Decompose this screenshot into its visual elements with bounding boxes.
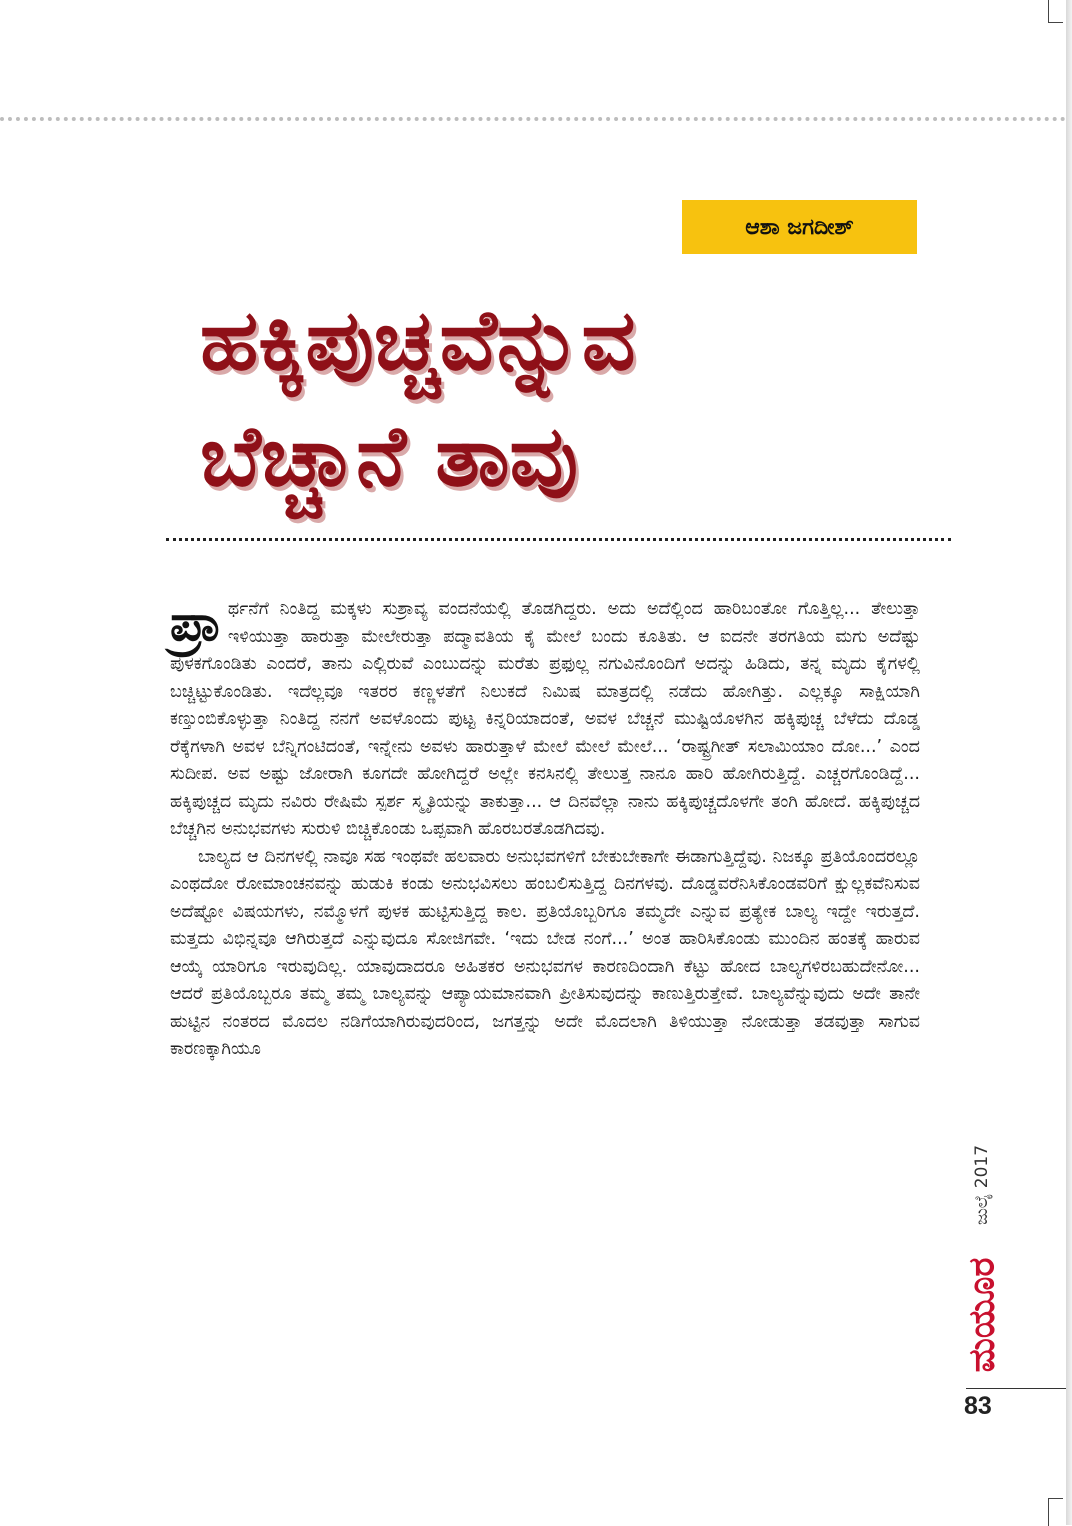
- issue-date: [962, 1130, 1002, 1240]
- title-line-2: ಬೆಚ್ಚಾನೆ ತಾವು: [200, 407, 579, 505]
- title-line-1: ಹಕ್ಕಿಪುಚ್ಚವೆನ್ನುವ: [200, 291, 636, 389]
- article-title: [200, 282, 940, 514]
- author-byline: ಆಶಾ ಜಗದೀಶ್: [682, 200, 917, 254]
- masthead-text: ಮಯೂರ: [961, 1257, 1002, 1373]
- crop-mark-top: [1048, 0, 1063, 23]
- magazine-masthead: [952, 1250, 1012, 1380]
- issue-date-text: ಜುಲೈ 2017: [972, 1144, 992, 1226]
- paragraph-1: [170, 596, 920, 844]
- page-edge: [1066, 0, 1072, 1525]
- crop-mark-bottom: [1048, 1498, 1063, 1526]
- drop-cap: ಪ್ರಾ: [170, 594, 222, 652]
- page-number-rule: [966, 1388, 1066, 1389]
- title-divider: [166, 538, 951, 541]
- paragraph-1-text: ರ್ಥನೆಗೆ ನಿಂತಿದ್ದ ಮಕ್ಕಳು ಸುಶ್ರಾವ್ಯ ವಂದನೆಯಲ್ಲಿ ತೊಡಗಿದ್ದರು. ಅದು ಅದೆಲ್ಲಿಂದ ಹಾರಿಬಂತೋ ಗೊತ್ತಿಲ್ಲ... ತೇಲುತ್ತಾ ಇಳಿಯುತ್ತಾ ಹಾರುತ್ತಾ ಮೇಲೇರುತ್ತಾ ಪದ್ಮಾವತಿಯ ಕೈ ಮೇಲೆ ಬಂದು ಕೂತಿತು. ಆ ಐದನೇ ತರಗತಿಯ ಮಗು ಅದೆಷ್ಟು ಪುಳಕಗೊಂಡಿತು ಎಂದರೆ, ತಾನು ಎಲ್ಲಿರುವೆ ಎಂಬುದನ್ನು ಮರೆತು ಪ್ರಫುಲ್ಲ ನಗುವಿನೊಂದಿಗೆ ಅದನ್ನು ಹಿಡಿದು, ತನ್ನ ಮೃದು ಕೈಗಳಲ್ಲಿ ಬಚ್ಚಿಟ್ಟುಕೊಂಡಿತು. ಇದೆಲ್ಲವೂ ಇತರರ ಕಣ್ಣಳತೆಗೆ ನಿಲುಕದೆ ನಿಮಿಷ ಮಾತ್ರದಲ್ಲಿ ನಡೆದು ಹೋಗಿತ್ತು. ಎಲ್ಲಕ್ಕೂ ಸಾಕ್ಷಿಯಾಗಿ ಕಣ್ತುಂಬಿಕೊಳ್ಳುತ್ತಾ ನಿಂತಿದ್ದ ನನಗೆ ಅವಳೊಂದು ಪುಟ್ಟ ಕಿನ್ನರಿಯಾದಂತೆ, ಅವಳ ಬೆಚ್ಚನೆ ಮುಷ್ಟಿಯೊಳಗಿನ ಹಕ್ಕಿಪುಚ್ಚ ಬೆಳೆದು ದೊಡ್ಡ ರೆಕ್ಕೆಗಳಾಗಿ ಅವಳ ಬೆನ್ನಿಗಂಟಿದಂತೆ, ಇನ್ನೇನು ಅವಳು ಹಾರುತ್ತಾಳೆ ಮೇಲೆ ಮೇಲೆ ಮೇಲೆ... ‘ರಾಷ್ಟ್ರಗೀತ್ ಸಲಾಮಿಯಾಂ ದೋ...’ ಎಂದ ಸುದೀಪ. ಅವ ಅಷ್ಟು ಜೋರಾಗಿ ಕೂಗದೇ ಹೋಗಿದ್ದರೆ ಅಲ್ಲೇ ಕನಸಿನಲ್ಲಿ ತೇಲುತ್ತ ನಾನೂ ಹಾರಿ ಹೋಗಿರುತ್ತಿದ್ದೆ. ಎಚ್ಚರಗೊಂಡಿದ್ದೆ... ಹಕ್ಕಿಪುಚ್ಚದ ಮೃದು ನವಿರು ರೇಷಿಮೆ ಸ್ಪರ್ಶ ಸ್ಮೃತಿಯನ್ನು ತಾಕುತ್ತಾ... ಆ ದಿನವೆಲ್ಲಾ ನಾನು ಹಕ್ಕಿಪುಚ್ಚದೊಳಗೇ ತಂಗಿ ಹೋದೆ. ಹಕ್ಕಿಪುಚ್ಚದ ಬೆಚ್ಚಗಿನ ಅನುಭವಗಳು ಸುರುಳಿ ಬಿಚ್ಚಿಕೊಂಡು ಒಪ್ಪವಾಗಿ ಹೊರಬರತೊಡಗಿದವು.: [170, 599, 920, 839]
- top-dotted-rule: [0, 117, 1066, 121]
- article-body: [170, 596, 920, 1064]
- page-number: 83: [964, 1392, 992, 1420]
- paragraph-2: ಬಾಲ್ಯದ ಆ ದಿನಗಳಲ್ಲಿ ನಾವೂ ಸಹ ಇಂಥವೇ ಹಲವಾರು ಅನುಭವಗಳಿಗೆ ಬೇಕುಬೇಕಾಗೇ ಈಡಾಗುತ್ತಿದ್ದೆವು. ನಿಜಕ್ಕೂ ಪ್ರತಿಯೊಂದರಲ್ಲೂ ಎಂಥದೋ ರೋಮಾಂಚನವನ್ನು ಹುಡುಕಿ ಕಂಡು ಅನುಭವಿಸಲು ಹಂಬಲಿಸುತ್ತಿದ್ದ ದಿನಗಳವು. ದೊಡ್ಡವರೆನಿಸಿಕೊಂಡವರಿಗೆ ಕ್ಷುಲ್ಲಕವೆನಿಸುವ ಅದೆಷ್ಟೋ ವಿಷಯಗಳು, ನಮ್ಮೊಳಗೆ ಪುಳಕ ಹುಟ್ಟಿಸುತ್ತಿದ್ದ ಕಾಲ. ಪ್ರತಿಯೊಬ್ಬರಿಗೂ ತಮ್ಮದೇ ಎನ್ನುವ ಪ್ರತ್ಯೇಕ ಬಾಲ್ಯ ಇದ್ದೇ ಇರುತ್ತದೆ. ಮತ್ತದು ವಿಭಿನ್ನವೂ ಆಗಿರುತ್ತದೆ ಎನ್ನುವುದೂ ಸೋಜಿಗವೇ. ‘ಇದು ಬೇಡ ನಂಗೆ...’ ಅಂತ ಹಾರಿಸಿಕೊಂಡು ಮುಂದಿನ ಹಂತಕ್ಕೆ ಹಾರುವ ಆಯ್ಕೆ ಯಾರಿಗೂ ಇರುವುದಿಲ್ಲ. ಯಾವುದಾದರೂ ಅಹಿತಕರ ಅನುಭವಗಳ ಕಾರಣದಿಂದಾಗಿ ಕೆಟ್ಟು ಹೋದ ಬಾಲ್ಯಗಳಿರಬಹುದೇನೋ... ಆದರೆ ಪ್ರತಿಯೊಬ್ಬರೂ ತಮ್ಮ ತಮ್ಮ ಬಾಲ್ಯವನ್ನು ಆಪ್ಯಾಯಮಾನವಾಗಿ ಪ್ರೀತಿಸುವುದನ್ನು ಕಾಣುತ್ತಿರುತ್ತೇವೆ. ಬಾಲ್ಯವೆನ್ನುವುದು ಅದೇ ತಾನೇ ಹುಟ್ಟಿನ ನಂತರದ ಮೊದಲ ನಡಿಗೆಯಾಗಿರುವುದರಿಂದ, ಜಗತ್ತನ್ನು ಅದೇ ಮೊದಲಾಗಿ ತಿಳಿಯುತ್ತಾ ನೋಡುತ್ತಾ ತಡವುತ್ತಾ ಸಾಗುವ ಕಾರಣಕ್ಕಾಗಿಯೂ: [170, 846, 920, 1059]
